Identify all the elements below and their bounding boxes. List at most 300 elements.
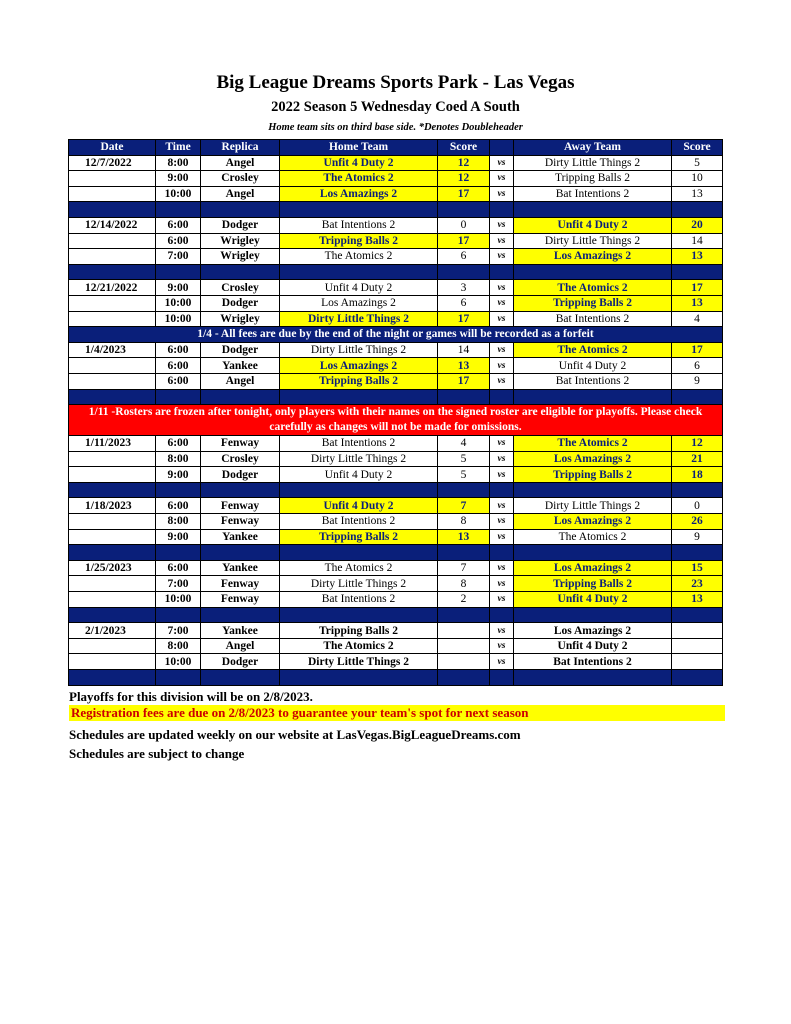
game-row bbox=[69, 373, 723, 389]
away-score bbox=[672, 623, 723, 639]
game-time: 7:00 bbox=[156, 623, 201, 639]
separator-cell bbox=[672, 202, 723, 218]
vs-label: vs bbox=[490, 358, 514, 374]
separator-cell bbox=[438, 264, 490, 280]
separator-cell bbox=[438, 607, 490, 623]
game-date bbox=[69, 467, 156, 483]
column-header-home-score: Score bbox=[438, 140, 490, 156]
home-score: 4 bbox=[438, 436, 490, 452]
home-team: Tripping Balls 2 bbox=[280, 233, 438, 249]
away-score: 10 bbox=[672, 171, 723, 187]
away-team: Tripping Balls 2 bbox=[514, 171, 672, 187]
home-score: 5 bbox=[438, 451, 490, 467]
website-note: Schedules are updated weekly on our website at LasVegas.BigLeagueDreams.com bbox=[69, 727, 521, 742]
game-row bbox=[69, 592, 723, 608]
game-row bbox=[69, 358, 723, 374]
vs-label: vs bbox=[490, 233, 514, 249]
separator-cell bbox=[280, 482, 438, 498]
home-score bbox=[438, 638, 490, 654]
game-time: 9:00 bbox=[156, 171, 201, 187]
home-score: 7 bbox=[438, 498, 490, 514]
game-date bbox=[69, 592, 156, 608]
away-team: Tripping Balls 2 bbox=[514, 467, 672, 483]
game-row bbox=[69, 171, 723, 187]
separator-cell bbox=[201, 202, 280, 218]
game-time: 9:00 bbox=[156, 467, 201, 483]
game-time: 10:00 bbox=[156, 186, 201, 202]
home-team: The Atomics 2 bbox=[280, 249, 438, 265]
away-team: Bat Intentions 2 bbox=[514, 186, 672, 202]
game-date bbox=[69, 514, 156, 530]
separator-cell bbox=[438, 670, 490, 686]
home-score: 12 bbox=[438, 155, 490, 171]
home-score: 6 bbox=[438, 249, 490, 265]
game-replica-field: Wrigley bbox=[201, 311, 280, 327]
away-team: The Atomics 2 bbox=[514, 529, 672, 545]
home-score: 13 bbox=[438, 529, 490, 545]
vs-label: vs bbox=[490, 529, 514, 545]
game-replica-field: Angel bbox=[201, 638, 280, 654]
separator-cell bbox=[201, 264, 280, 280]
game-row bbox=[69, 233, 723, 249]
away-score: 23 bbox=[672, 576, 723, 592]
separator-cell bbox=[280, 670, 438, 686]
game-time: 9:00 bbox=[156, 280, 201, 296]
separator-cell bbox=[514, 482, 672, 498]
game-date bbox=[69, 654, 156, 670]
game-date: 12/14/2022 bbox=[69, 217, 156, 233]
separator-cell bbox=[201, 389, 280, 405]
separator-cell bbox=[201, 545, 280, 561]
home-score: 7 bbox=[438, 560, 490, 576]
away-score: 12 bbox=[672, 436, 723, 452]
home-team: Los Amazings 2 bbox=[280, 295, 438, 311]
game-row bbox=[69, 514, 723, 530]
week-separator bbox=[69, 545, 723, 561]
vs-label: vs bbox=[490, 467, 514, 483]
vs-label: vs bbox=[490, 436, 514, 452]
game-time: 8:00 bbox=[156, 451, 201, 467]
fees-notice-row bbox=[69, 327, 723, 343]
game-date bbox=[69, 295, 156, 311]
game-time: 6:00 bbox=[156, 560, 201, 576]
home-team: Bat Intentions 2 bbox=[280, 217, 438, 233]
vs-label: vs bbox=[490, 295, 514, 311]
separator-cell bbox=[672, 607, 723, 623]
separator-cell bbox=[490, 264, 514, 280]
separator-cell bbox=[438, 389, 490, 405]
game-date bbox=[69, 529, 156, 545]
game-row bbox=[69, 436, 723, 452]
game-row bbox=[69, 311, 723, 327]
away-score: 17 bbox=[672, 342, 723, 358]
game-row bbox=[69, 638, 723, 654]
vs-label: vs bbox=[490, 186, 514, 202]
home-score: 5 bbox=[438, 467, 490, 483]
home-score bbox=[438, 654, 490, 670]
game-time: 10:00 bbox=[156, 654, 201, 670]
away-team: Bat Intentions 2 bbox=[514, 373, 672, 389]
separator-cell bbox=[438, 202, 490, 218]
game-row bbox=[69, 498, 723, 514]
game-time: 6:00 bbox=[156, 373, 201, 389]
home-score: 3 bbox=[438, 280, 490, 296]
separator-cell bbox=[438, 482, 490, 498]
home-team: Dirty Little Things 2 bbox=[280, 342, 438, 358]
column-header-away-team: Away Team bbox=[514, 140, 672, 156]
separator-cell bbox=[280, 607, 438, 623]
away-team: Los Amazings 2 bbox=[514, 451, 672, 467]
change-note: Schedules are subject to change bbox=[69, 746, 245, 761]
game-replica-field: Fenway bbox=[201, 436, 280, 452]
game-date bbox=[69, 576, 156, 592]
vs-label: vs bbox=[490, 171, 514, 187]
game-row bbox=[69, 623, 723, 639]
away-team: Los Amazings 2 bbox=[514, 560, 672, 576]
away-score: 20 bbox=[672, 217, 723, 233]
game-replica-field: Dodger bbox=[201, 467, 280, 483]
separator-cell bbox=[156, 545, 201, 561]
game-row bbox=[69, 560, 723, 576]
home-score: 17 bbox=[438, 186, 490, 202]
game-row bbox=[69, 576, 723, 592]
game-date bbox=[69, 233, 156, 249]
separator-cell bbox=[201, 607, 280, 623]
game-date: 1/25/2023 bbox=[69, 560, 156, 576]
separator-cell bbox=[69, 264, 156, 280]
game-time: 6:00 bbox=[156, 233, 201, 249]
vs-label: vs bbox=[490, 498, 514, 514]
home-score: 2 bbox=[438, 592, 490, 608]
separator-cell bbox=[514, 202, 672, 218]
away-score: 6 bbox=[672, 358, 723, 374]
game-time: 8:00 bbox=[156, 638, 201, 654]
separator-cell bbox=[280, 545, 438, 561]
week-separator bbox=[69, 264, 723, 280]
away-score: 13 bbox=[672, 592, 723, 608]
home-score: 17 bbox=[438, 233, 490, 249]
week-separator bbox=[69, 670, 723, 686]
game-date bbox=[69, 171, 156, 187]
away-score: 9 bbox=[672, 529, 723, 545]
separator-cell bbox=[672, 389, 723, 405]
game-time: 7:00 bbox=[156, 576, 201, 592]
schedule-table bbox=[68, 139, 723, 686]
away-score: 26 bbox=[672, 514, 723, 530]
vs-label: vs bbox=[490, 623, 514, 639]
playoffs-note: Playoffs for this division will be on 2/8/2023. bbox=[69, 689, 313, 704]
game-replica-field: Crosley bbox=[201, 451, 280, 467]
game-row bbox=[69, 451, 723, 467]
week-separator bbox=[69, 607, 723, 623]
away-team: Bat Intentions 2 bbox=[514, 311, 672, 327]
home-team: Bat Intentions 2 bbox=[280, 436, 438, 452]
game-row bbox=[69, 186, 723, 202]
away-score: 18 bbox=[672, 467, 723, 483]
game-date: 2/1/2023 bbox=[69, 623, 156, 639]
vs-label: vs bbox=[490, 342, 514, 358]
game-row bbox=[69, 217, 723, 233]
game-row bbox=[69, 529, 723, 545]
column-header-vs bbox=[490, 140, 514, 156]
home-score: 14 bbox=[438, 342, 490, 358]
game-date: 1/18/2023 bbox=[69, 498, 156, 514]
separator-cell bbox=[69, 545, 156, 561]
game-time: 9:00 bbox=[156, 529, 201, 545]
away-score: 15 bbox=[672, 560, 723, 576]
away-team: Los Amazings 2 bbox=[514, 623, 672, 639]
column-header-time: Time bbox=[156, 140, 201, 156]
home-team: Unfit 4 Duty 2 bbox=[280, 498, 438, 514]
away-score: 13 bbox=[672, 295, 723, 311]
game-row bbox=[69, 249, 723, 265]
game-replica-field: Yankee bbox=[201, 529, 280, 545]
separator-cell bbox=[672, 670, 723, 686]
separator-cell bbox=[69, 670, 156, 686]
separator-cell bbox=[438, 545, 490, 561]
separator-cell bbox=[156, 670, 201, 686]
game-time: 7:00 bbox=[156, 249, 201, 265]
separator-cell bbox=[156, 264, 201, 280]
column-header-home-team: Home Team bbox=[280, 140, 438, 156]
separator-cell bbox=[514, 389, 672, 405]
vs-label: vs bbox=[490, 373, 514, 389]
separator-cell bbox=[514, 670, 672, 686]
away-team: Bat Intentions 2 bbox=[514, 654, 672, 670]
game-row bbox=[69, 155, 723, 171]
week-separator bbox=[69, 202, 723, 218]
away-team: Unfit 4 Duty 2 bbox=[514, 358, 672, 374]
game-replica-field: Fenway bbox=[201, 592, 280, 608]
home-team: The Atomics 2 bbox=[280, 171, 438, 187]
game-row bbox=[69, 280, 723, 296]
home-score: 8 bbox=[438, 514, 490, 530]
away-team: Los Amazings 2 bbox=[514, 249, 672, 265]
game-replica-field: Dodger bbox=[201, 654, 280, 670]
vs-label: vs bbox=[490, 592, 514, 608]
game-replica-field: Yankee bbox=[201, 623, 280, 639]
separator-cell bbox=[490, 202, 514, 218]
separator-cell bbox=[69, 607, 156, 623]
vs-label: vs bbox=[490, 514, 514, 530]
game-replica-field: Wrigley bbox=[201, 233, 280, 249]
vs-label: vs bbox=[490, 280, 514, 296]
home-team: Tripping Balls 2 bbox=[280, 373, 438, 389]
fees-notice: 1/4 - All fees are due by the end of the night or games will be recorded as a forfeit bbox=[69, 327, 723, 343]
away-score: 0 bbox=[672, 498, 723, 514]
vs-label: vs bbox=[490, 249, 514, 265]
separator-cell bbox=[490, 389, 514, 405]
separator-cell bbox=[156, 389, 201, 405]
game-replica-field: Angel bbox=[201, 186, 280, 202]
schedule-subtitle: 2022 Season 5 Wednesday Coed A South bbox=[271, 99, 520, 115]
separator-cell bbox=[280, 202, 438, 218]
separator-cell bbox=[201, 482, 280, 498]
home-team: Unfit 4 Duty 2 bbox=[280, 155, 438, 171]
away-team: Unfit 4 Duty 2 bbox=[514, 638, 672, 654]
game-row bbox=[69, 654, 723, 670]
header-row bbox=[69, 140, 723, 156]
game-time: 8:00 bbox=[156, 155, 201, 171]
separator-cell bbox=[280, 264, 438, 280]
game-date bbox=[69, 186, 156, 202]
home-team: Los Amazings 2 bbox=[280, 186, 438, 202]
home-team: Dirty Little Things 2 bbox=[280, 451, 438, 467]
separator-cell bbox=[156, 607, 201, 623]
game-date bbox=[69, 638, 156, 654]
away-team: Unfit 4 Duty 2 bbox=[514, 592, 672, 608]
game-row bbox=[69, 295, 723, 311]
game-date bbox=[69, 311, 156, 327]
game-time: 6:00 bbox=[156, 358, 201, 374]
home-team: Dirty Little Things 2 bbox=[280, 654, 438, 670]
away-team: Dirty Little Things 2 bbox=[514, 233, 672, 249]
game-time: 10:00 bbox=[156, 592, 201, 608]
away-score: 9 bbox=[672, 373, 723, 389]
column-header-date: Date bbox=[69, 140, 156, 156]
separator-cell bbox=[672, 482, 723, 498]
game-replica-field: Fenway bbox=[201, 498, 280, 514]
away-score: 17 bbox=[672, 280, 723, 296]
separator-cell bbox=[672, 264, 723, 280]
away-score: 13 bbox=[672, 249, 723, 265]
home-team: The Atomics 2 bbox=[280, 638, 438, 654]
home-score: 13 bbox=[438, 358, 490, 374]
away-score: 21 bbox=[672, 451, 723, 467]
game-date: 1/11/2023 bbox=[69, 436, 156, 452]
away-score: 4 bbox=[672, 311, 723, 327]
separator-cell bbox=[490, 482, 514, 498]
separator-cell bbox=[156, 482, 201, 498]
home-team: Dirty Little Things 2 bbox=[280, 576, 438, 592]
separator-cell bbox=[69, 389, 156, 405]
home-score: 17 bbox=[438, 373, 490, 389]
home-score bbox=[438, 623, 490, 639]
away-team: The Atomics 2 bbox=[514, 342, 672, 358]
vs-label: vs bbox=[490, 155, 514, 171]
home-team-note: Home team sits on third base side. *Denotes Doubleheader bbox=[268, 122, 523, 133]
home-score: 12 bbox=[438, 171, 490, 187]
vs-label: vs bbox=[490, 654, 514, 670]
home-team: Bat Intentions 2 bbox=[280, 592, 438, 608]
away-team: Tripping Balls 2 bbox=[514, 295, 672, 311]
game-time: 6:00 bbox=[156, 498, 201, 514]
game-replica-field: Crosley bbox=[201, 280, 280, 296]
game-time: 6:00 bbox=[156, 217, 201, 233]
game-date bbox=[69, 249, 156, 265]
away-score: 14 bbox=[672, 233, 723, 249]
roster-alert: 1/11 -Rosters are frozen after tonight, only players with their names on the signed roster are eligible for playoffs. Please check carefully as changes will not be made for omissions. bbox=[69, 405, 723, 436]
vs-label: vs bbox=[490, 217, 514, 233]
game-time: 6:00 bbox=[156, 342, 201, 358]
away-team: Dirty Little Things 2 bbox=[514, 155, 672, 171]
game-time: 10:00 bbox=[156, 311, 201, 327]
game-replica-field: Angel bbox=[201, 155, 280, 171]
home-team: Tripping Balls 2 bbox=[280, 623, 438, 639]
game-date bbox=[69, 451, 156, 467]
away-team: The Atomics 2 bbox=[514, 436, 672, 452]
game-row bbox=[69, 342, 723, 358]
game-replica-field: Angel bbox=[201, 373, 280, 389]
game-replica-field: Dodger bbox=[201, 295, 280, 311]
away-team: Unfit 4 Duty 2 bbox=[514, 217, 672, 233]
separator-cell bbox=[490, 545, 514, 561]
home-team: Unfit 4 Duty 2 bbox=[280, 467, 438, 483]
column-header-away-score: Score bbox=[672, 140, 723, 156]
game-time: 6:00 bbox=[156, 436, 201, 452]
game-date: 12/7/2022 bbox=[69, 155, 156, 171]
game-replica-field: Dodger bbox=[201, 342, 280, 358]
game-replica-field: Dodger bbox=[201, 217, 280, 233]
away-score: 13 bbox=[672, 186, 723, 202]
game-date: 12/21/2022 bbox=[69, 280, 156, 296]
vs-label: vs bbox=[490, 451, 514, 467]
game-date bbox=[69, 373, 156, 389]
separator-cell bbox=[490, 670, 514, 686]
game-time: 10:00 bbox=[156, 295, 201, 311]
separator-cell bbox=[514, 264, 672, 280]
home-team: Dirty Little Things 2 bbox=[280, 311, 438, 327]
game-replica-field: Wrigley bbox=[201, 249, 280, 265]
game-date: 1/4/2023 bbox=[69, 342, 156, 358]
game-time: 8:00 bbox=[156, 514, 201, 530]
separator-cell bbox=[69, 202, 156, 218]
separator-cell bbox=[514, 545, 672, 561]
week-separator bbox=[69, 482, 723, 498]
game-row bbox=[69, 467, 723, 483]
separator-cell bbox=[514, 607, 672, 623]
game-replica-field: Yankee bbox=[201, 560, 280, 576]
page-title: Big League Dreams Sports Park - Las Vegas bbox=[216, 72, 575, 93]
separator-cell bbox=[156, 202, 201, 218]
away-team: Tripping Balls 2 bbox=[514, 576, 672, 592]
game-replica-field: Crosley bbox=[201, 171, 280, 187]
vs-label: vs bbox=[490, 560, 514, 576]
home-team: Tripping Balls 2 bbox=[280, 529, 438, 545]
separator-cell bbox=[672, 545, 723, 561]
home-score: 8 bbox=[438, 576, 490, 592]
registration-note: Registration fees are due on 2/8/2023 to guarantee your team's spot for next season bbox=[69, 705, 725, 721]
roster-alert-row bbox=[69, 405, 723, 436]
away-team: Dirty Little Things 2 bbox=[514, 498, 672, 514]
separator-cell bbox=[490, 607, 514, 623]
away-team: The Atomics 2 bbox=[514, 280, 672, 296]
home-score: 6 bbox=[438, 295, 490, 311]
vs-label: vs bbox=[490, 638, 514, 654]
game-replica-field: Fenway bbox=[201, 576, 280, 592]
home-team: Bat Intentions 2 bbox=[280, 514, 438, 530]
away-score bbox=[672, 654, 723, 670]
home-score: 0 bbox=[438, 217, 490, 233]
separator-cell bbox=[69, 482, 156, 498]
game-replica-field: Yankee bbox=[201, 358, 280, 374]
away-team: Los Amazings 2 bbox=[514, 514, 672, 530]
vs-label: vs bbox=[490, 576, 514, 592]
home-team: Los Amazings 2 bbox=[280, 358, 438, 374]
away-score bbox=[672, 638, 723, 654]
schedule-body bbox=[69, 155, 723, 685]
home-team: The Atomics 2 bbox=[280, 560, 438, 576]
game-date bbox=[69, 358, 156, 374]
separator-cell bbox=[201, 670, 280, 686]
separator-cell bbox=[280, 389, 438, 405]
vs-label: vs bbox=[490, 311, 514, 327]
home-score: 17 bbox=[438, 311, 490, 327]
week-separator bbox=[69, 389, 723, 405]
column-header-replica: Replica bbox=[201, 140, 280, 156]
away-score: 5 bbox=[672, 155, 723, 171]
game-replica-field: Fenway bbox=[201, 514, 280, 530]
